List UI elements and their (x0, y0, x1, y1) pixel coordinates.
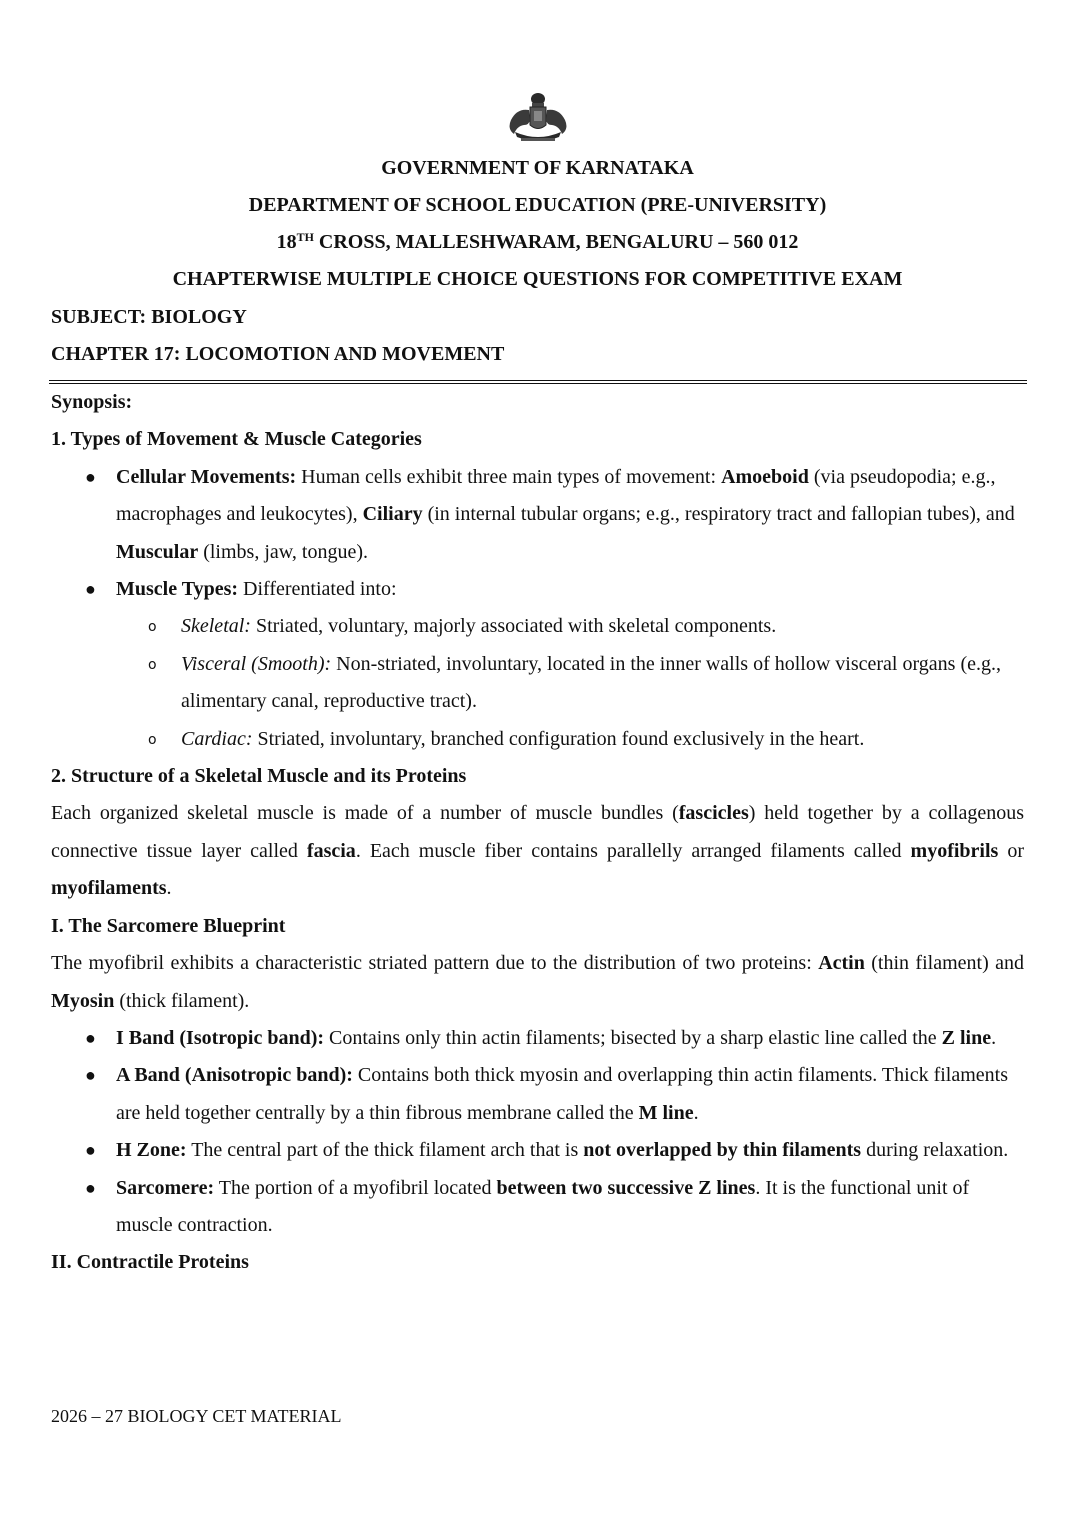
header-mcq-title: CHAPTERWISE MULTIPLE CHOICE QUESTIONS FOR COMPETITIVE EXAM (172, 268, 903, 290)
list-item: ● Sarcomere: The portion of a myofibril located between two successive Z lines. It is the functional unit of muscle contraction. (51, 1170, 1024, 1245)
list-item: o Visceral (Smooth): Non-striated, involuntary, located in the inner walls of hollow visceral organs (e.g., alimentary canal, reproductive tract). (51, 646, 1024, 721)
circle-bullet-icon: o (148, 619, 157, 636)
bullet-icon: ● (85, 579, 96, 600)
chapter-title: CHAPTER 17: LOCOMOTION AND MOVEMENT (51, 343, 505, 365)
list-item: o Skeletal: Striated, voluntary, majorly associated with skeletal components. (51, 608, 1024, 645)
divider (49, 380, 1027, 381)
subject-label: SUBJECT: BIOLOGY (51, 306, 247, 328)
section-heading: II. Contractile Proteins (51, 1251, 249, 1274)
section-heading: 2. Structure of a Skeletal Muscle and its Proteins (51, 765, 467, 788)
circle-bullet-icon: o (148, 656, 157, 673)
list-item: ● I Band (Isotropic band): Contains only thin actin filaments; bisected by a sharp elastic line called the Z line. (51, 1020, 1024, 1057)
header-government: GOVERNMENT OF KARNATAKA (381, 157, 694, 179)
header-department: DEPARTMENT OF SCHOOL EDUCATION (PRE-UNIVERSITY) (248, 194, 827, 216)
section-heading: 1. Types of Movement & Muscle Categories (51, 428, 422, 451)
paragraph: The myofibril exhibits a characteristic striated pattern due to the distribution of two proteins: Actin (thin filament) and Myosin (thick filament). (51, 952, 1025, 1012)
bullet-icon: ● (85, 466, 96, 487)
karnataka-emblem-icon (503, 92, 573, 144)
circle-bullet-icon: o (148, 731, 157, 748)
list-item: o Cardiac: Striated, involuntary, branched configuration found exclusively in the heart. (51, 721, 1024, 758)
sub-bullet-list (51, 608, 1024, 758)
bullet-list (51, 459, 1024, 609)
list-item: ● H Zone: The central part of the thick filament arch that is not overlapped by thin filaments during relaxation. (51, 1132, 1024, 1169)
paragraph: Each organized skeletal muscle is made of a number of muscle bundles (fascicles) held together by a collagenous connective tissue layer called fascia. Each muscle fiber contains parallelly arranged filaments called myofibrils or myofilaments. (51, 802, 1024, 900)
bullet-icon: ● (85, 1027, 96, 1048)
bullet-icon: ● (85, 1065, 96, 1086)
bullet-icon: ● (85, 1177, 96, 1198)
list-item: ● A Band (Anisotropic band): Contains both thick myosin and overlapping thin actin filaments. Thick filaments are held together centrally by a thin fibrous membrane called the M line. (51, 1057, 1024, 1132)
bullet-list (51, 1020, 1024, 1244)
bullet-icon: ● (85, 1140, 96, 1161)
list-item: ● Cellular Movements: Human cells exhibit three main types of movement: Amoeboid (via pseudopodia; e.g., macrophages and leukocytes), Ciliary (in internal tubular organs; e.g., respiratory tract and fallopian tubes), and Muscular (limbs, jaw, tongue). (51, 459, 1024, 571)
list-item: ● Muscle Types: Differentiated into: (51, 571, 1024, 608)
page-footer: 2026 – 27 BIOLOGY CET MATERIAL (51, 1406, 342, 1426)
synopsis-content (51, 384, 1024, 1282)
section-heading: I. The Sarcomere Blueprint (51, 914, 286, 937)
synopsis-label: Synopsis: (51, 391, 133, 413)
header-address: 18TH CROSS, MALLESHWARAM, BENGALURU – 560 012 (276, 230, 799, 253)
